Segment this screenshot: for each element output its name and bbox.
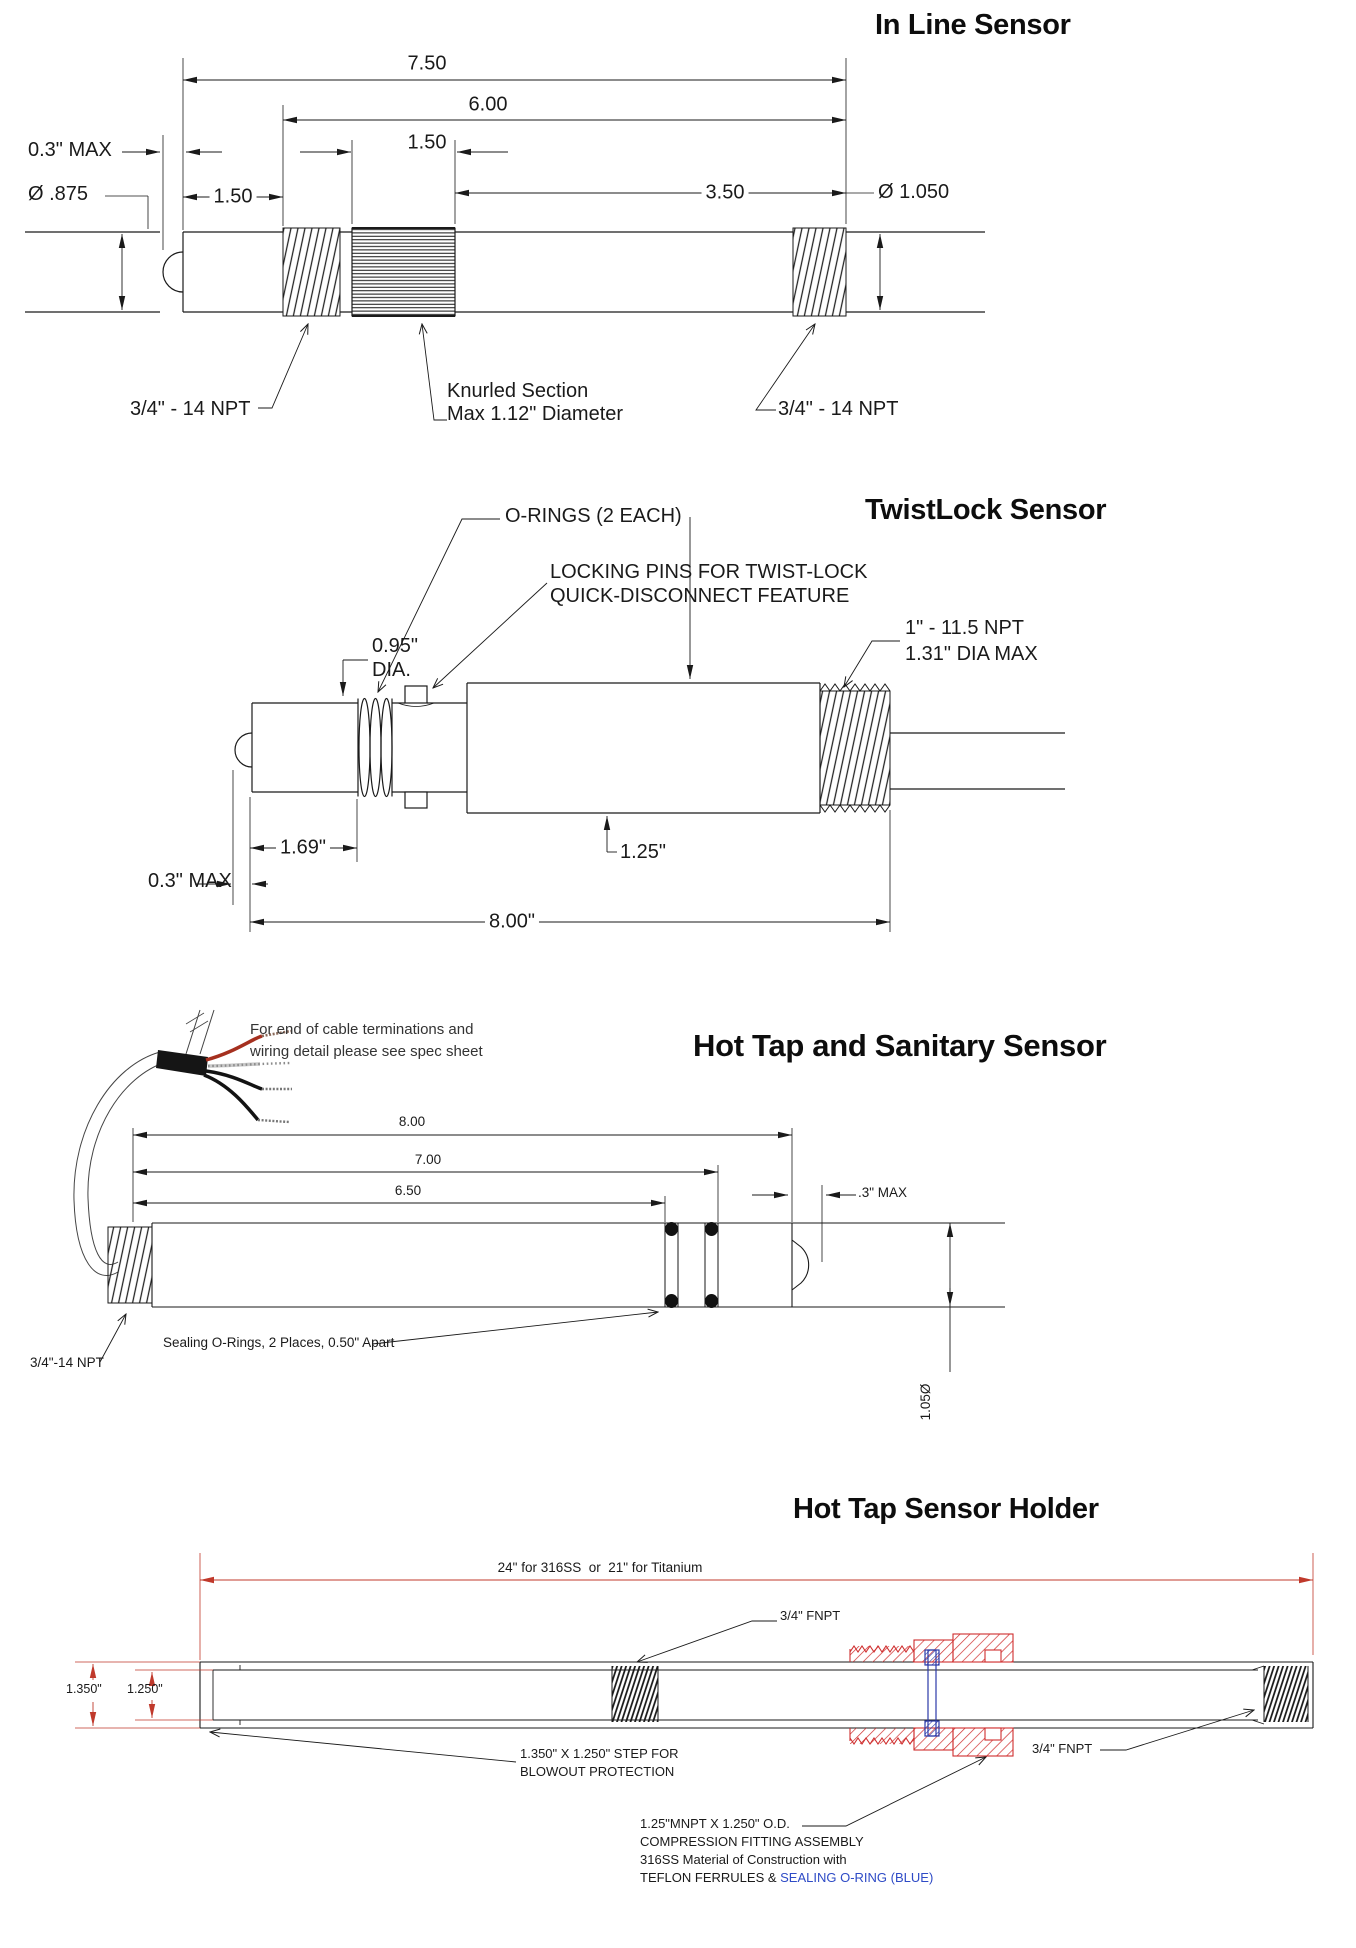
dim-1-350: 1.350" <box>66 1682 102 1696</box>
dim-7-00-ht: 7.00 <box>414 1151 442 1167</box>
label-locking-pins-2: QUICK-DISCONNECT FEATURE <box>550 585 850 607</box>
label-knurl-diameter: Max 1.12" Diameter <box>447 403 624 425</box>
dim-095: 0.95" <box>372 635 419 657</box>
dim-7-50: 7.50 <box>407 52 447 75</box>
label-fitting-4-black: TEFLON FERRULES & <box>640 1870 781 1885</box>
label-step-1: 1.350" X 1.250" STEP FOR <box>520 1746 679 1761</box>
dim-8-00-tw: 8.00" <box>485 911 539 932</box>
dim-1-25: 1.25" <box>620 841 667 863</box>
label-fitting-1: 1.25"MNPT X 1.250" O.D. <box>640 1816 790 1831</box>
sealing-o-ring <box>925 1650 939 1736</box>
inline-title: In Line Sensor <box>875 9 1071 41</box>
dim-1-50-left: 1.50 <box>210 186 257 207</box>
dim-105-dia: 1.05Ø <box>917 1383 933 1421</box>
note-cable-1: For end of cable terminations and <box>250 1021 474 1038</box>
dim-0-3-max: 0.3" MAX <box>28 139 112 161</box>
note-cable-2: wiring detail please see spec sheet <box>250 1043 483 1060</box>
label-115npt: 1" - 11.5 NPT <box>905 617 1024 639</box>
label-131-dia-max: 1.31" DIA MAX <box>905 643 1038 665</box>
label-npt-ht: 3/4"-14 NPT <box>30 1355 104 1370</box>
label-fitting-2: COMPRESSION FITTING ASSEMBLY <box>640 1834 864 1849</box>
label-sealing-orings: Sealing O-Rings, 2 Places, 0.50" Apart <box>163 1335 395 1350</box>
dim-dia-875: Ø .875 <box>28 183 89 205</box>
twistlock-title: TwistLock Sensor <box>865 494 1107 526</box>
label-fnpt-right: 3/4" FNPT <box>1032 1741 1093 1756</box>
dim-03-max-tw: 0.3" MAX <box>148 870 232 892</box>
dim-holder-length: 24" for 316SS or 21" for Titanium <box>497 1559 703 1575</box>
dim-1-69: 1.69" <box>276 837 330 858</box>
label-fitting-3: 316SS Material of Construction with <box>640 1852 847 1867</box>
label-npt-left: 3/4" - 14 NPT <box>130 398 251 420</box>
dim-dia-1050: Ø 1.050 <box>878 181 950 203</box>
dim-03-max-ht: .3" MAX <box>858 1185 908 1200</box>
dim-6-50-ht: 6.50 <box>394 1182 422 1198</box>
hottap-title: Hot Tap and Sanitary Sensor <box>693 1028 1107 1063</box>
label-locking-pins-1: LOCKING PINS FOR TWIST-LOCK <box>550 561 868 583</box>
label-fitting-4 <box>640 1871 933 1885</box>
dim-3-50: 3.50 <box>702 182 749 203</box>
dim-1-250: 1.250" <box>127 1682 163 1696</box>
holder-drawing <box>75 1553 1313 1826</box>
label-fnpt-mid: 3/4" FNPT <box>780 1608 841 1623</box>
label-npt-right: 3/4" - 14 NPT <box>778 398 899 420</box>
dim-6-00: 6.00 <box>468 93 508 116</box>
dim-8-00-ht: 8.00 <box>398 1113 426 1129</box>
label-step-2: BLOWOUT PROTECTION <box>520 1764 675 1779</box>
holder-title: Hot Tap Sensor Holder <box>793 1493 1099 1525</box>
dim-1-50-knurl: 1.50 <box>407 131 447 154</box>
dim-095-dia: DIA. <box>372 659 411 681</box>
label-knurled-section: Knurled Section <box>447 380 589 402</box>
label-orings: O-RINGS (2 EACH) <box>505 505 682 527</box>
label-fitting-4-blue: SEALING O-RING (BLUE) <box>780 1870 934 1885</box>
